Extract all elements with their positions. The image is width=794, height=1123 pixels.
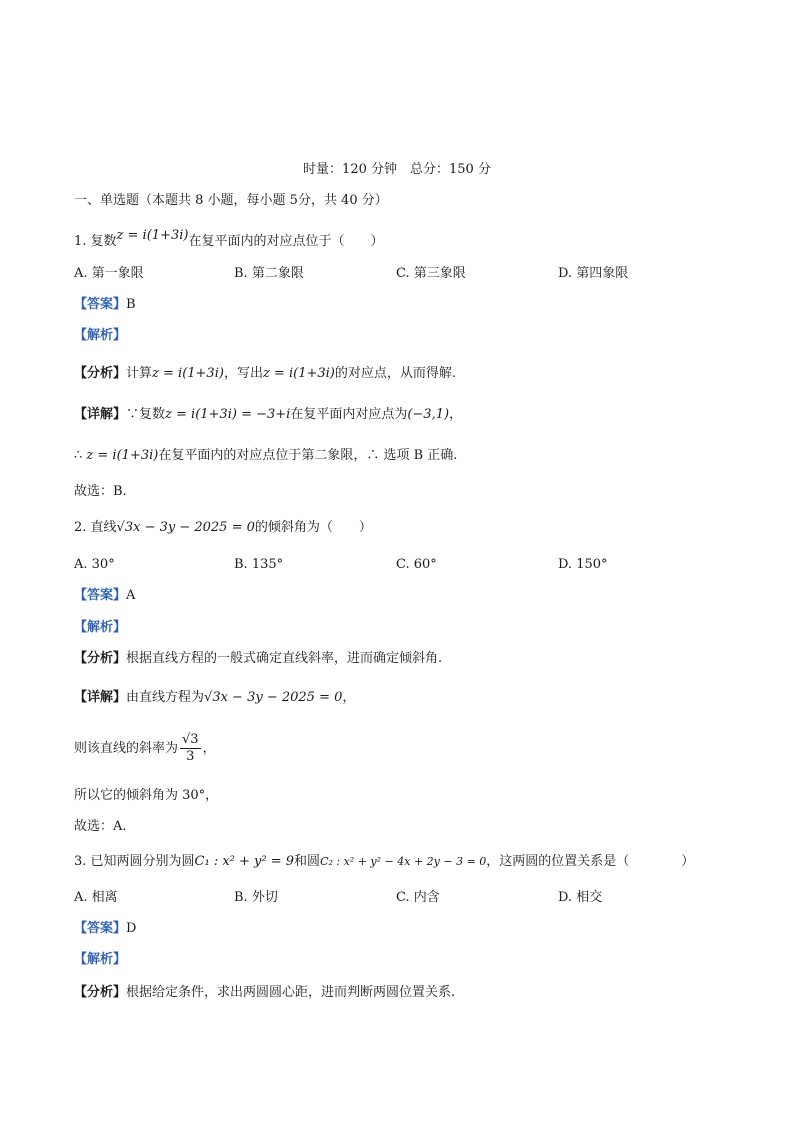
question-3-option-a: A. 相离: [74, 890, 118, 905]
question-2-fenxi: 【分析】根据直线方程的一般式确定直线斜率，进而确定倾斜角.: [74, 651, 443, 666]
question-2-conclusion: 故选：A.: [74, 819, 127, 834]
exam-info: 时量：120 分钟 总分：150 分: [303, 162, 491, 177]
question-1-formula: z = i(1+3i): [116, 228, 189, 243]
question-1-xiangjie: 【详解】∵复数z = i(1+3i) = −3+i在复平面内对应点为(−3,1)，: [74, 407, 463, 422]
question-1-option-b: B. 第二象限: [234, 266, 304, 281]
question-1-option-a: A. 第一象限: [74, 266, 144, 281]
question-1-conclusion: 故选：B.: [74, 484, 127, 499]
question-3-fenxi: 【分析】根据给定条件，求出两圆圆心距，进而判断两圆位置关系.: [74, 985, 456, 1000]
question-1-option-c: C. 第三象限: [396, 266, 466, 281]
question-1-stem: 1. 复数z = i(1+3i)在复平面内的对应点位于（ ）: [74, 228, 384, 249]
question-3-option-d: D. 相交: [558, 890, 603, 905]
slope-fraction: $\frac{√3}{3}$: [182, 732, 199, 764]
question-3-option-b: B. 外切: [234, 890, 278, 905]
question-2-angle: 所以它的倾斜角为 30°，: [74, 788, 219, 803]
question-1-fenxi: 【分析】计算z = i(1+3i)，写出z = i(1+3i)的对应点，从而得解.: [74, 366, 456, 381]
question-2-formula: √3x − 3y − 2025 = 0: [116, 520, 255, 535]
question-2-option-c: C. 60°: [396, 557, 437, 572]
question-2-analysis-tag: 【解析】: [74, 620, 127, 635]
question-3-answer: 【答案】D: [74, 921, 137, 936]
question-3-analysis-tag: 【解析】: [74, 952, 127, 967]
question-2-option-a: A. 30°: [74, 557, 115, 572]
question-1-analysis-tag: 【解析】: [74, 328, 127, 343]
question-2-answer: 【答案】A: [74, 588, 136, 603]
question-2-xiangjie: 【详解】由直线方程为√3x − 3y − 2025 = 0，: [74, 690, 356, 705]
question-1-option-d: D. 第四象限: [558, 266, 629, 281]
question-2-slope: 则该直线的斜率为 $\frac{√3}{3}$ ，: [74, 732, 216, 764]
question-2-option-b: B. 135°: [234, 557, 284, 572]
question-2-option-d: D. 150°: [558, 557, 608, 572]
question-3-stem: 3. 已知两圆分别为圆C₁ : x² + y² = 9和圆C₂ : x² + y² − 4x + 2y − 3 = 0，这两圆的位置关系是（ ）: [74, 854, 695, 869]
section-title: 一、单选题（本题共 8 小题，每小题 5分，共 40 分）: [74, 193, 388, 208]
question-2-stem: 2. 直线√3x − 3y − 2025 = 0的倾斜角为（ ）: [74, 520, 372, 535]
question-1-xiangjie-2: ∴ z = i(1+3i)在复平面内的对应点位于第二象限，∴ 选项 B 正确.: [74, 448, 458, 463]
question-3-option-c: C. 内含: [396, 890, 440, 905]
question-1-answer: 【答案】B: [74, 297, 136, 312]
